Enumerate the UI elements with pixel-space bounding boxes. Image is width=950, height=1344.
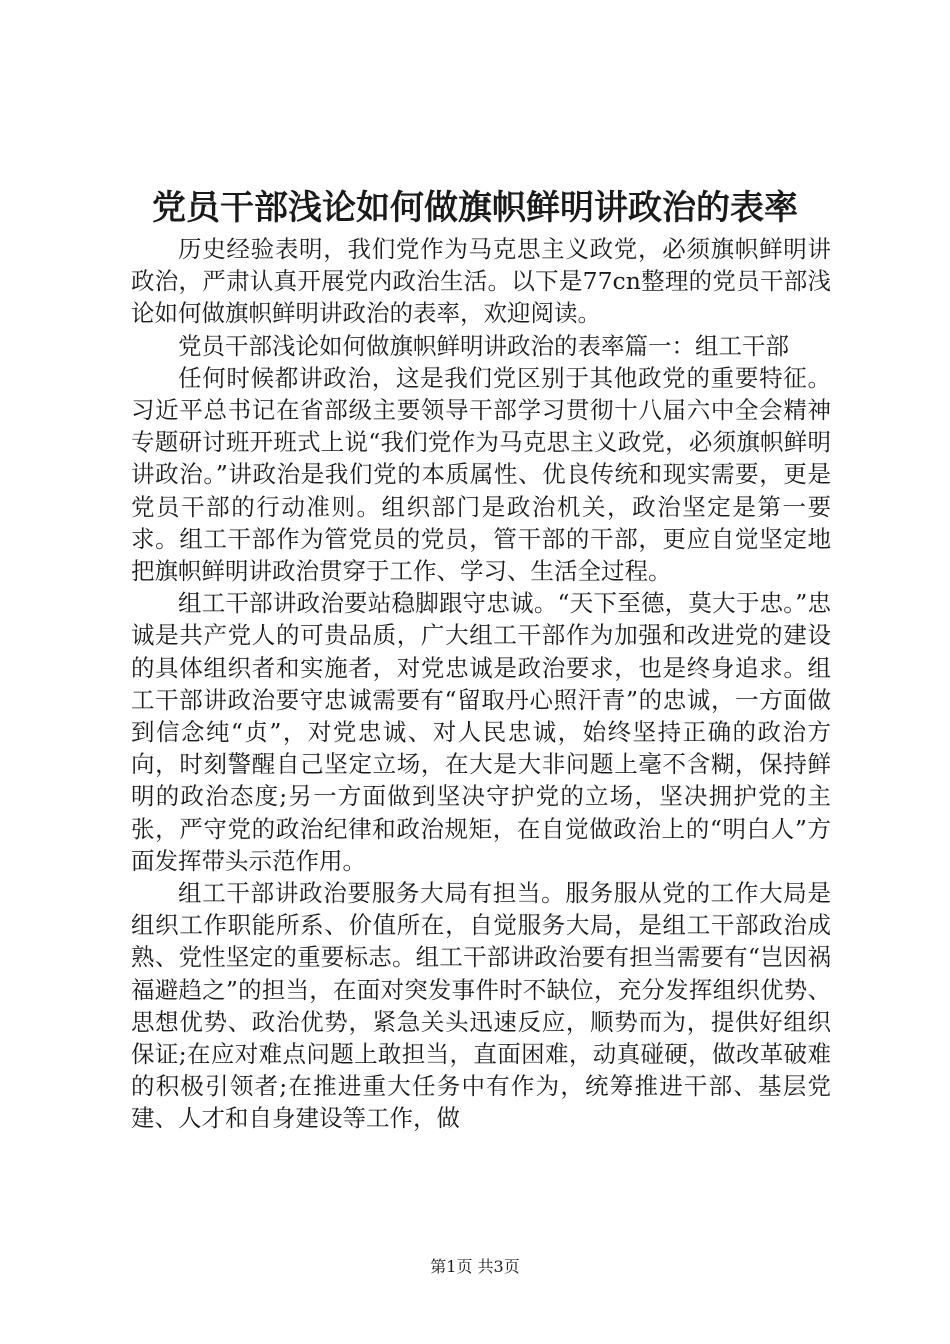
document-title: 党员干部浅论如何做旗帜鲜明讲政治的表率 (152, 188, 798, 228)
paragraph-body-3: 组工干部讲政治要服务大局有担当。服务服从党的工作大局是组织工作职能所系、价值所在，自觉服务大局，是组工干部政治成熟、党性坚定的重要标志。组工干部讲政治要有担当需要有“岂因祸福避趋之”的担当，在面对突发事件时不缺位，充分发挥组织优势、思想优势、政治优势，紧急关头迅速反应，顺势而为，提供好组织保证;在应对难点问题上敢担当，直面困难，动真碰硬，做改革破难的积极引领者;在推进重大任务中有作为，统筹推进干部、基层党建、人才和自身建设等工作，做 (131, 879, 831, 1133)
paragraph-intro: 历史经验表明，我们党作为马克思主义政党，必须旗帜鲜明讲政治，严肃认真开展党内政治生活。以下是77cn整理的党员干部浅论如何做旗帜鲜明讲政治的表率，欢迎阅读。 (131, 235, 831, 328)
document-body (131, 233, 831, 1135)
page-footer: 第1页 共3页 (430, 1257, 520, 1276)
paragraph-section-heading: 党员干部浅论如何做旗帜鲜明讲政治的表率篇一：组工干部 (178, 331, 789, 360)
paragraph-body-1: 任何时候都讲政治，这是我们党区别于其他政党的重要特征。习近平总书记在省部级主要领导干部学习贯彻十八届六中全会精神专题研讨班开班式上说“我们党作为马克思主义政党，必须旗帜鲜明讲政治。”讲政治是我们党的本质属性、优良传统和现实需要，更是党员干部的行动准则。组织部门是政治机关，政治坚定是第一要求。组工干部作为管党员的党员，管干部的干部，更应自觉坚定地把旗帜鲜明讲政治贯穿于工作、学习、生活全过程。 (131, 363, 831, 586)
paragraph-body-2: 组工干部讲政治要站稳脚跟守忠诚。“天下至德，莫大于忠。”忠诚是共产党人的可贵品质，广大组工干部作为加强和改进党的建设的具体组织者和实施者，对党忠诚是政治要求，也是终身追求。组工干部讲政治要守忠诚需要有“留取丹心照汗青”的忠诚，一方面做到信念纯“贞”，对党忠诚、对人民忠诚，始终坚持正确的政治方向，时刻警醒自己坚定立场，在大是大非问题上毫不含糊，保持鲜明的政治态度;另一方面做到坚决守护党的立场，坚决拥护党的主张，严守党的政治纪律和政治规矩，在自觉做政治上的“明白人”方面发挥带头示范作用。 (131, 589, 831, 875)
